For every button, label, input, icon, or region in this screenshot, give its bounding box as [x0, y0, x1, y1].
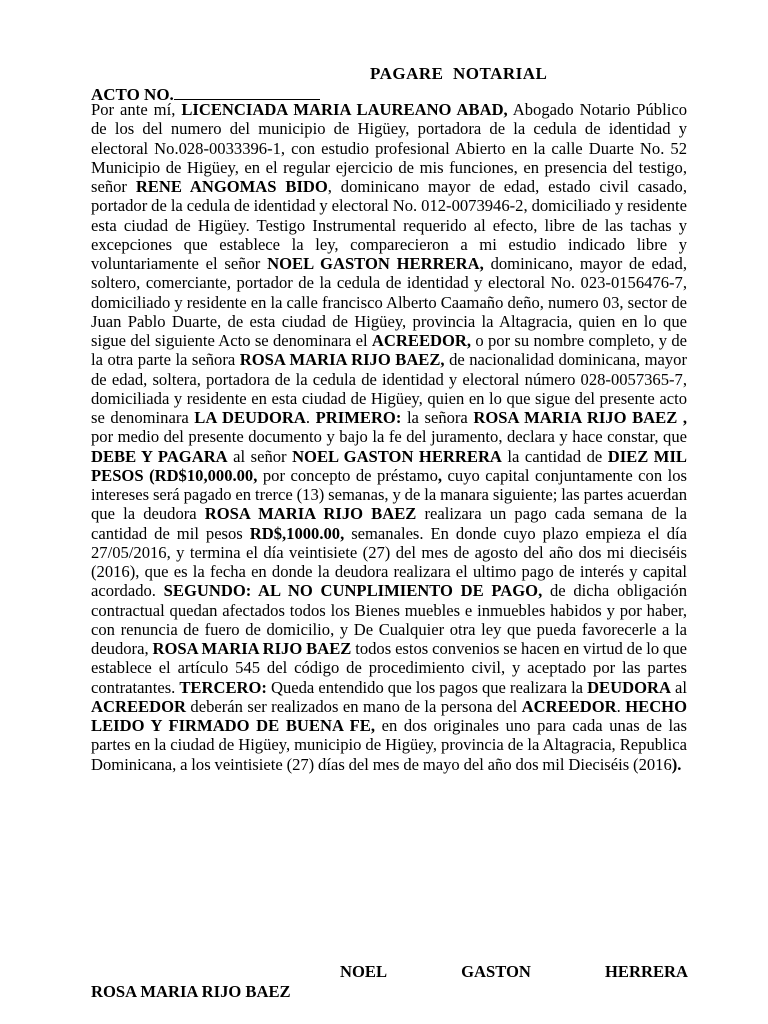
bold-text-run: ROSA MARIA RIJO BAEZ ,	[473, 408, 687, 427]
bold-text-run: ROSA MARIA RIJO BAEZ	[152, 639, 352, 658]
document-title: PAGARE NOTARIAL	[370, 64, 548, 83]
text-run: en dos originales uno para cada unas de las partes en la ciudad de Higüey, municipio de Higüey, provincia de la Altagracia, Republica Dominicana, a los veintisiete (27) días del mes de mayo del año dos mil Dieciséis (2016	[91, 716, 687, 774]
signature-acreedor	[340, 962, 688, 982]
text-run: de dicha obligación contractual quedan afectados todos los Bienes muebles e inmuebles habidos y por haber, con renuncia de fuero de domicilio, y De Cualquier otra ley que pueda favorecerle a la deudora,	[91, 581, 687, 658]
text-run: deberán ser realizados en mano de la persona del	[185, 696, 522, 716]
text-run: .	[616, 696, 626, 716]
bold-text-run: NOEL GASTON HERRERA	[292, 446, 502, 466]
text-run: al señor	[227, 446, 293, 466]
text-run: de nacionalidad dominicana, mayor de edad, soltera, portadora de la cedula de identidad y electoral número 028-0057365-7, domiciliada y residente en esta ciudad de Higüey, quien en lo que sigue del presente acto se denominara	[91, 350, 687, 427]
text-run: la señora	[401, 408, 474, 427]
text-run: por concepto de préstamo	[257, 465, 438, 485]
text-run: al	[670, 677, 687, 697]
bold-text-run: ACREEDOR,	[371, 331, 472, 350]
signature-word: NOEL	[340, 962, 388, 981]
text-run: semanales. En donde cuyo plazo empieza el día 27/05/2016, y termina el día veintisiete (27) del mes de agosto del año dos mi dieciséis (2016), que es la fecha en donde la deudora realizara el ultimo pago de interés y capital acordado.	[91, 523, 687, 601]
bold-text-run: RENE ANGOMAS BIDO	[135, 177, 328, 196]
bold-text-run: LICENCIADA MARIA LAUREANO ABAD,	[181, 100, 508, 119]
text-run: la cantidad de	[501, 446, 608, 466]
text-run: o por su nombre completo, y de la otra parte la señora	[91, 331, 687, 370]
text-run: dominicano, mayor de edad, soltero, comerciante, portador de la cedula de identidad y electoral No. 023-0156476-7, domiciliado y residente en la calle francisco Alberto Caamaño deño, numero 03, sector de Juan Pablo Duarte, de esta ciudad de Higüey, provincia la Altagracia, quien en lo que sigue del siguiente Acto se denominara el	[91, 254, 687, 350]
text-run: todos estos convenios se hacen en virtud de lo que establece el artículo 545 del código de procedimiento civil, y aceptado por las partes contratantes.	[91, 639, 687, 697]
bold-text-run: RD$,1000.00,	[249, 523, 345, 543]
text-run: Por ante mí,	[91, 100, 182, 119]
bold-text-run: ROSA MARIA RIJO BAEZ	[204, 504, 417, 524]
bold-text-run: DEBE Y PAGARA	[91, 446, 228, 466]
bold-text-run: ACREEDOR	[91, 696, 186, 716]
acto-number-blank	[174, 84, 320, 100]
text-run: cuyo capital conjuntamente con los intereses será pagado en trerce (13) semanas, y de la manara siguiente; las partes acuerdan que la deudora	[91, 465, 687, 524]
text-run: Queda entendido que los pagos que realizara la	[266, 677, 588, 697]
acto-label: ACTO NO.	[91, 85, 174, 104]
bold-text-run: TERCERO:	[179, 677, 267, 697]
signature-deudora: ROSA MARIA RIJO BAEZ	[91, 982, 291, 1001]
text-run: Abogado Notario Público de los del numero del municipio de Higüey, portadora de la cedula de identidad y electoral No.028-0033396-1, con estudio profesional Abierto en la calle Duarte No. 52 Municipio de Higüey, en el regular ejercicio de mis funciones, en presencia del testigo, señor	[91, 100, 687, 196]
bold-text-run: SEGUNDO: AL NO CUNPLIMIENTO DE PAGO,	[163, 581, 543, 601]
signature-word: HERRERA	[605, 962, 688, 981]
bold-text-run: DEUDORA	[587, 677, 671, 697]
bold-text-run: PRIMERO:	[315, 408, 402, 427]
text-run: .	[305, 408, 316, 427]
bold-text-run: LA DEUDORA	[194, 408, 306, 427]
signature-word: GASTON	[461, 962, 531, 981]
bold-text-run: ,	[437, 465, 443, 485]
document-body	[91, 100, 687, 774]
text-run: por medio del presente documento y bajo la fe del juramento, declara y hace constar, que	[91, 427, 687, 447]
bold-text-run: ROSA MARIA RIJO BAEZ,	[239, 350, 445, 370]
text-run: , dominicano mayor de edad, estado civil casado, portador de la cedula de identidad y electoral No. 012-0073946-2, domiciliado y residente esta ciudad de Higüey. Testigo Instrumental requerido al efecto, libre de las tachas y excepciones que establece la ley, comparecieron a mi estudio indicado libre y voluntariamente el señor	[91, 177, 687, 273]
bold-text-run: ).	[671, 754, 682, 774]
bold-text-run: ACREEDOR	[521, 696, 617, 716]
text-run: realizara un pago cada semana de la cantidad de mil pesos	[91, 504, 687, 543]
bold-text-run: HECHO LEIDO Y FIRMADO DE BUENA FE,	[91, 696, 687, 735]
bold-text-run: NOEL GASTON HERRERA,	[267, 254, 484, 273]
bold-text-run: DIEZ MIL PESOS (RD$10,000.00,	[91, 446, 687, 485]
